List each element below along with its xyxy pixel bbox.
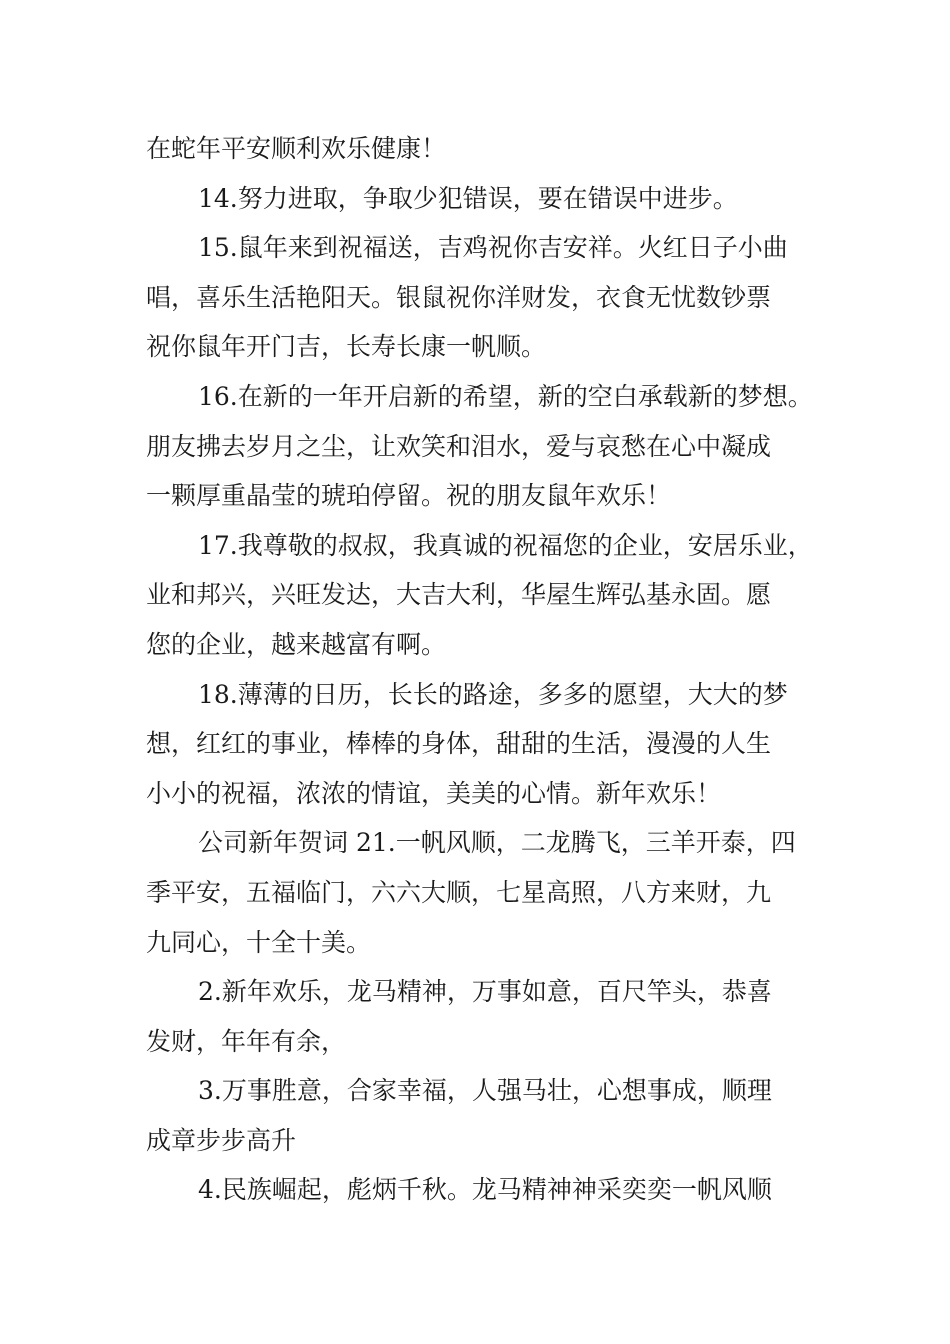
text-line: 14.努力进取，争取少犯错误，要在错误中进步。 [198, 183, 738, 213]
text-line: 成章步步高升 [146, 1125, 297, 1155]
text-line: 业和邦兴，兴旺发达，大吉大利，华屋生辉弘基永固。愿 [146, 580, 772, 610]
text-line: 朋友拂去岁月之尘，让欢笑和泪水，爱与哀愁在心中凝成 [146, 431, 772, 461]
text-line: 想，红红的事业，棒棒的身体，甜甜的生活，漫漫的人生 [146, 729, 772, 759]
document-body [146, 124, 826, 1215]
text-line: 17.我尊敬的叔叔，我真诚的祝福您的企业，安居乐业， [198, 530, 813, 560]
text-line: 一颗厚重晶莹的琥珀停留。祝的朋友鼠年欢乐！ [146, 481, 672, 511]
text-line: 15.鼠年来到祝福送，吉鸡祝你吉安祥。火红日子小曲 [198, 233, 788, 263]
text-line: 2.新年欢乐，龙马精神，万事如意，百尺竿头，恭喜 [198, 977, 772, 1007]
text-line: 九同心，十全十美。 [146, 927, 372, 957]
text-line: 18.薄薄的日历，长长的路途，多多的愿望，大大的梦 [198, 679, 788, 709]
text-line: 发财，年年有余， [146, 1026, 347, 1056]
text-line: 3.万事胜意，合家幸福，人强马壮，心想事成，顺理 [198, 1076, 772, 1106]
text-line: 季平安，五福临门，六六大顺，七星高照，八方来财，九 [146, 877, 772, 907]
text-line: 小小的祝福，浓浓的情谊，美美的心情。新年欢乐！ [146, 778, 722, 808]
text-line: 您的企业，越来越富有啊。 [146, 629, 447, 659]
text-line: 16.在新的一年开启新的希望，新的空白承载新的梦想。 [198, 381, 813, 411]
text-line: 祝你鼠年开门吉，长寿长康一帆顺。 [146, 332, 547, 362]
text-line: 4.民族崛起，彪炳千秋。龙马精神神采奕奕一帆风顺 [198, 1175, 772, 1205]
text-line: 唱，喜乐生活艳阳天。银鼠祝你洋财发，衣食无忧数钞票 [146, 282, 772, 312]
text-line: 在蛇年平安顺利欢乐健康！ [146, 134, 447, 163]
text-line: 公司新年贺词 21.一帆风顺，二龙腾飞，三羊开泰，四 [198, 828, 796, 858]
